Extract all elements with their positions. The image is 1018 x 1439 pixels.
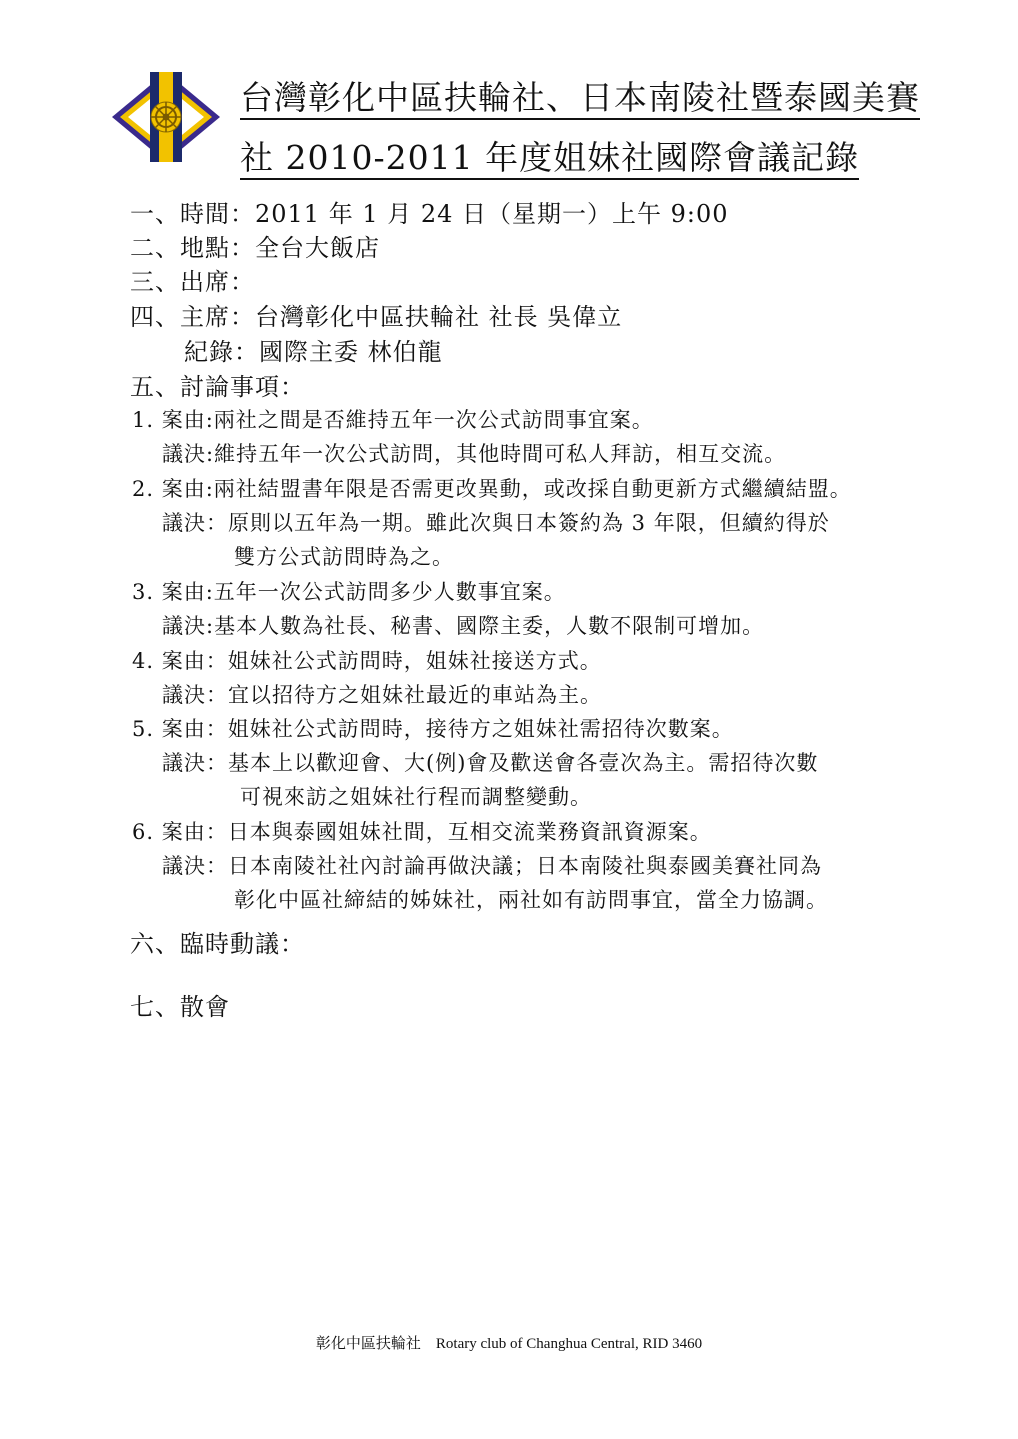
section-discussion-heading: 五、討論事項： (130, 373, 305, 401)
item-3-resolution: 議決:基本人數為社長、秘書、國際主委，人數不限制可增加。 (162, 614, 765, 638)
section-adjournment: 七、散會 (130, 993, 230, 1021)
section-location: 二、地點：全台大飯店 (130, 234, 380, 262)
section-recorder: 紀錄：國際主委 林伯龍 (184, 338, 443, 366)
item-2-case: 2. 案由:兩社結盟書年限是否需更改異動，或改採自動更新方式繼續結盟。 (132, 477, 852, 501)
item-6-resolution: 議決：日本南陵社社內討論再做決議；日本南陵社與泰國美賽社同為 (162, 854, 822, 878)
item-5-resolution: 議決：基本上以歡迎會、大(例)會及歡送會各壹次為主。需招待次數 (162, 751, 819, 775)
item-2-resolution: 議決：原則以五年為一期。雖此次與日本簽約為 3 年限，但續約得於 (162, 511, 830, 535)
item-1-resolution: 議決:維持五年一次公式訪問，其他時間可私人拜訪，相互交流。 (162, 442, 787, 466)
document-title-line-1: 台灣彰化中區扶輪社、日本南陵社暨泰國美賽 (240, 80, 920, 120)
item-4-case: 4. 案由：姐妹社公式訪問時，姐妹社接送方式。 (132, 649, 602, 673)
document-title-line-2: 社 2010-2011 年度姐妹社國際會議記錄 (240, 140, 859, 180)
item-6-case: 6. 案由：日本與泰國姐妹社間，互相交流業務資訊資源案。 (132, 820, 712, 844)
item-5-case: 5. 案由：姐妹社公式訪問時，接待方之姐妹社需招待次數案。 (132, 717, 734, 741)
section-time: 一、時間：2011 年 1 月 24 日（星期一）上午 9:00 (130, 200, 729, 228)
item-2-resolution-cont: 雙方公式訪問時為之。 (234, 545, 454, 569)
page-footer: 彰化中區扶輪社 Rotary club of Changhua Central, RID 3460 (315, 1336, 703, 1352)
section-attendance: 三、出席： (130, 268, 255, 296)
item-3-case: 3. 案由:五年一次公式訪問多少人數事宜案。 (132, 580, 566, 604)
rotary-logo-icon (110, 70, 222, 164)
item-4-resolution: 議決：宜以招待方之姐妹社最近的車站為主。 (162, 683, 602, 707)
item-5-resolution-cont: 可視來訪之姐妹社行程而調整變動。 (240, 785, 592, 809)
section-chair: 四、主席：台灣彰化中區扶輪社 社長 吳偉立 (130, 303, 623, 331)
section-extempore-motions: 六、臨時動議： (130, 930, 305, 958)
item-1-case: 1. 案由:兩社之間是否維持五年一次公式訪問事宜案。 (132, 408, 654, 432)
item-6-resolution-cont: 彰化中區社締結的姊妹社，兩社如有訪問事宜，當全力協調。 (234, 888, 828, 912)
